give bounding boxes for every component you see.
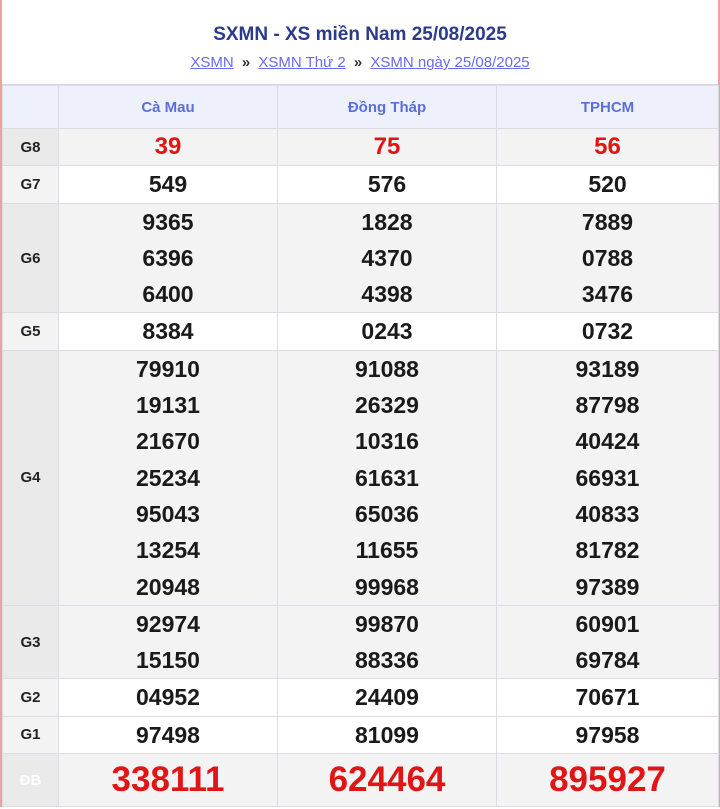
prize-cell	[59, 313, 278, 350]
prize-number: 24409	[355, 684, 419, 711]
prize-number: 338111	[111, 760, 225, 800]
prize-label: G7	[3, 166, 59, 203]
prize-number: 88336	[355, 647, 419, 674]
province-header[interactable]: Đồng Tháp	[278, 86, 497, 129]
prize-row-g7	[3, 166, 719, 203]
prize-number: 0788	[581, 244, 634, 271]
breadcrumb	[2, 54, 718, 71]
prize-row-g4	[3, 350, 719, 605]
prize-number: 56	[594, 133, 621, 160]
prize-cell	[497, 313, 719, 350]
prize-number: 91088	[355, 355, 419, 382]
prize-number: 69784	[575, 647, 640, 674]
prize-cell	[497, 754, 719, 807]
prize-row-g8	[3, 129, 719, 166]
prize-row-g2	[3, 679, 719, 716]
prize-number: 81782	[575, 537, 640, 564]
header-corner	[3, 86, 59, 129]
breadcrumb-separator: »	[353, 54, 363, 71]
prize-number: 576	[367, 171, 407, 198]
prize-number: 895927	[549, 760, 666, 800]
prize-number: 93189	[575, 355, 640, 382]
prize-number: 6400	[142, 281, 194, 308]
prize-cell	[497, 203, 719, 313]
prize-number: 04952	[136, 684, 200, 711]
prize-number: 61631	[355, 464, 419, 491]
prize-number: 8384	[142, 318, 194, 345]
prize-number: 97958	[575, 721, 640, 748]
prize-number: 0732	[581, 318, 634, 345]
breadcrumb-xsmn-thu2-link[interactable]: XSMN Thứ 2	[258, 54, 346, 71]
prize-cell	[278, 350, 497, 605]
prize-cell	[497, 679, 719, 716]
prize-number: 19131	[136, 392, 200, 419]
prize-number: 39	[154, 133, 182, 160]
prize-cell	[497, 605, 719, 679]
province-header[interactable]: TPHCM	[497, 86, 719, 129]
prize-number: 7889	[581, 208, 634, 235]
prize-cell	[497, 166, 719, 203]
prize-label: G3	[3, 605, 59, 679]
prize-cell	[59, 350, 278, 605]
prize-cell	[497, 350, 719, 605]
prize-number: 65036	[355, 500, 419, 527]
prize-cell	[278, 203, 497, 313]
prize-number: 1828	[361, 208, 413, 235]
prize-cell	[59, 203, 278, 313]
prize-cell	[278, 754, 497, 807]
prize-number: 87798	[575, 392, 640, 419]
prize-cell	[59, 679, 278, 716]
prize-cell	[278, 605, 497, 679]
prize-row-g5	[3, 313, 719, 350]
prize-number: 99968	[355, 573, 419, 600]
prize-label: G2	[3, 679, 59, 716]
prize-number: 3476	[581, 281, 634, 308]
prize-cell	[278, 129, 497, 166]
prize-number: 0243	[361, 318, 413, 345]
prize-number: 9365	[142, 208, 194, 235]
prize-row-db	[3, 754, 719, 807]
prize-number: 20948	[136, 573, 200, 600]
prize-label: ĐB	[3, 754, 59, 807]
prize-row-g3	[3, 605, 719, 679]
prize-label: G4	[3, 350, 59, 605]
prize-number: 70671	[575, 684, 640, 711]
prize-number: 40424	[575, 428, 640, 455]
results-header	[2, 0, 718, 85]
page-title: SXMN - XS miền Nam 25/08/2025	[213, 24, 507, 45]
province-header[interactable]: Cà Mau	[59, 86, 278, 129]
breadcrumb-xsmn-link[interactable]: XSMN	[190, 54, 234, 71]
prize-number: 549	[148, 171, 188, 198]
prize-label: G1	[3, 716, 59, 753]
prize-number: 26329	[355, 392, 419, 419]
prize-label: G8	[3, 129, 59, 166]
prize-cell	[497, 716, 719, 753]
prize-cell	[278, 313, 497, 350]
results-table	[2, 85, 719, 807]
prize-cell	[59, 129, 278, 166]
prize-number: 10316	[355, 428, 419, 455]
prize-number: 79910	[136, 355, 200, 382]
prize-number: 520	[588, 171, 627, 198]
prize-number: 15150	[136, 647, 200, 674]
prize-number: 4370	[361, 244, 413, 271]
prize-number: 81099	[355, 721, 419, 748]
prize-number: 21670	[136, 428, 200, 455]
prize-cell	[59, 716, 278, 753]
prize-label: G5	[3, 313, 59, 350]
prize-cell	[278, 716, 497, 753]
prize-cell	[59, 754, 278, 807]
prize-number: 75	[373, 133, 401, 160]
prize-number: 95043	[136, 500, 200, 527]
prize-number: 97498	[136, 721, 200, 748]
prize-number: 60901	[575, 610, 640, 637]
prize-number: 13254	[136, 537, 200, 564]
prize-cell	[278, 679, 497, 716]
prize-number: 99870	[355, 610, 419, 637]
prize-label: G6	[3, 203, 59, 313]
prize-cell	[278, 166, 497, 203]
prize-number: 25234	[136, 464, 200, 491]
prize-row-g1	[3, 716, 719, 753]
prize-number: 92974	[136, 610, 200, 637]
prize-cell	[497, 129, 719, 166]
prize-number: 40833	[575, 500, 640, 527]
prize-cell	[59, 605, 278, 679]
breadcrumb-separator: »	[241, 54, 251, 71]
prize-number: 66931	[575, 464, 640, 491]
prize-number: 4398	[361, 281, 413, 308]
prize-row-g6	[3, 203, 719, 313]
province-header-row	[3, 86, 719, 129]
prize-number: 97389	[575, 573, 640, 600]
prize-cell	[59, 166, 278, 203]
breadcrumb-xsmn-date-link[interactable]: XSMN ngày 25/08/2025	[370, 54, 530, 71]
prize-number: 11655	[355, 537, 419, 564]
prize-number: 624464	[328, 760, 446, 800]
prize-number: 6396	[142, 244, 194, 271]
